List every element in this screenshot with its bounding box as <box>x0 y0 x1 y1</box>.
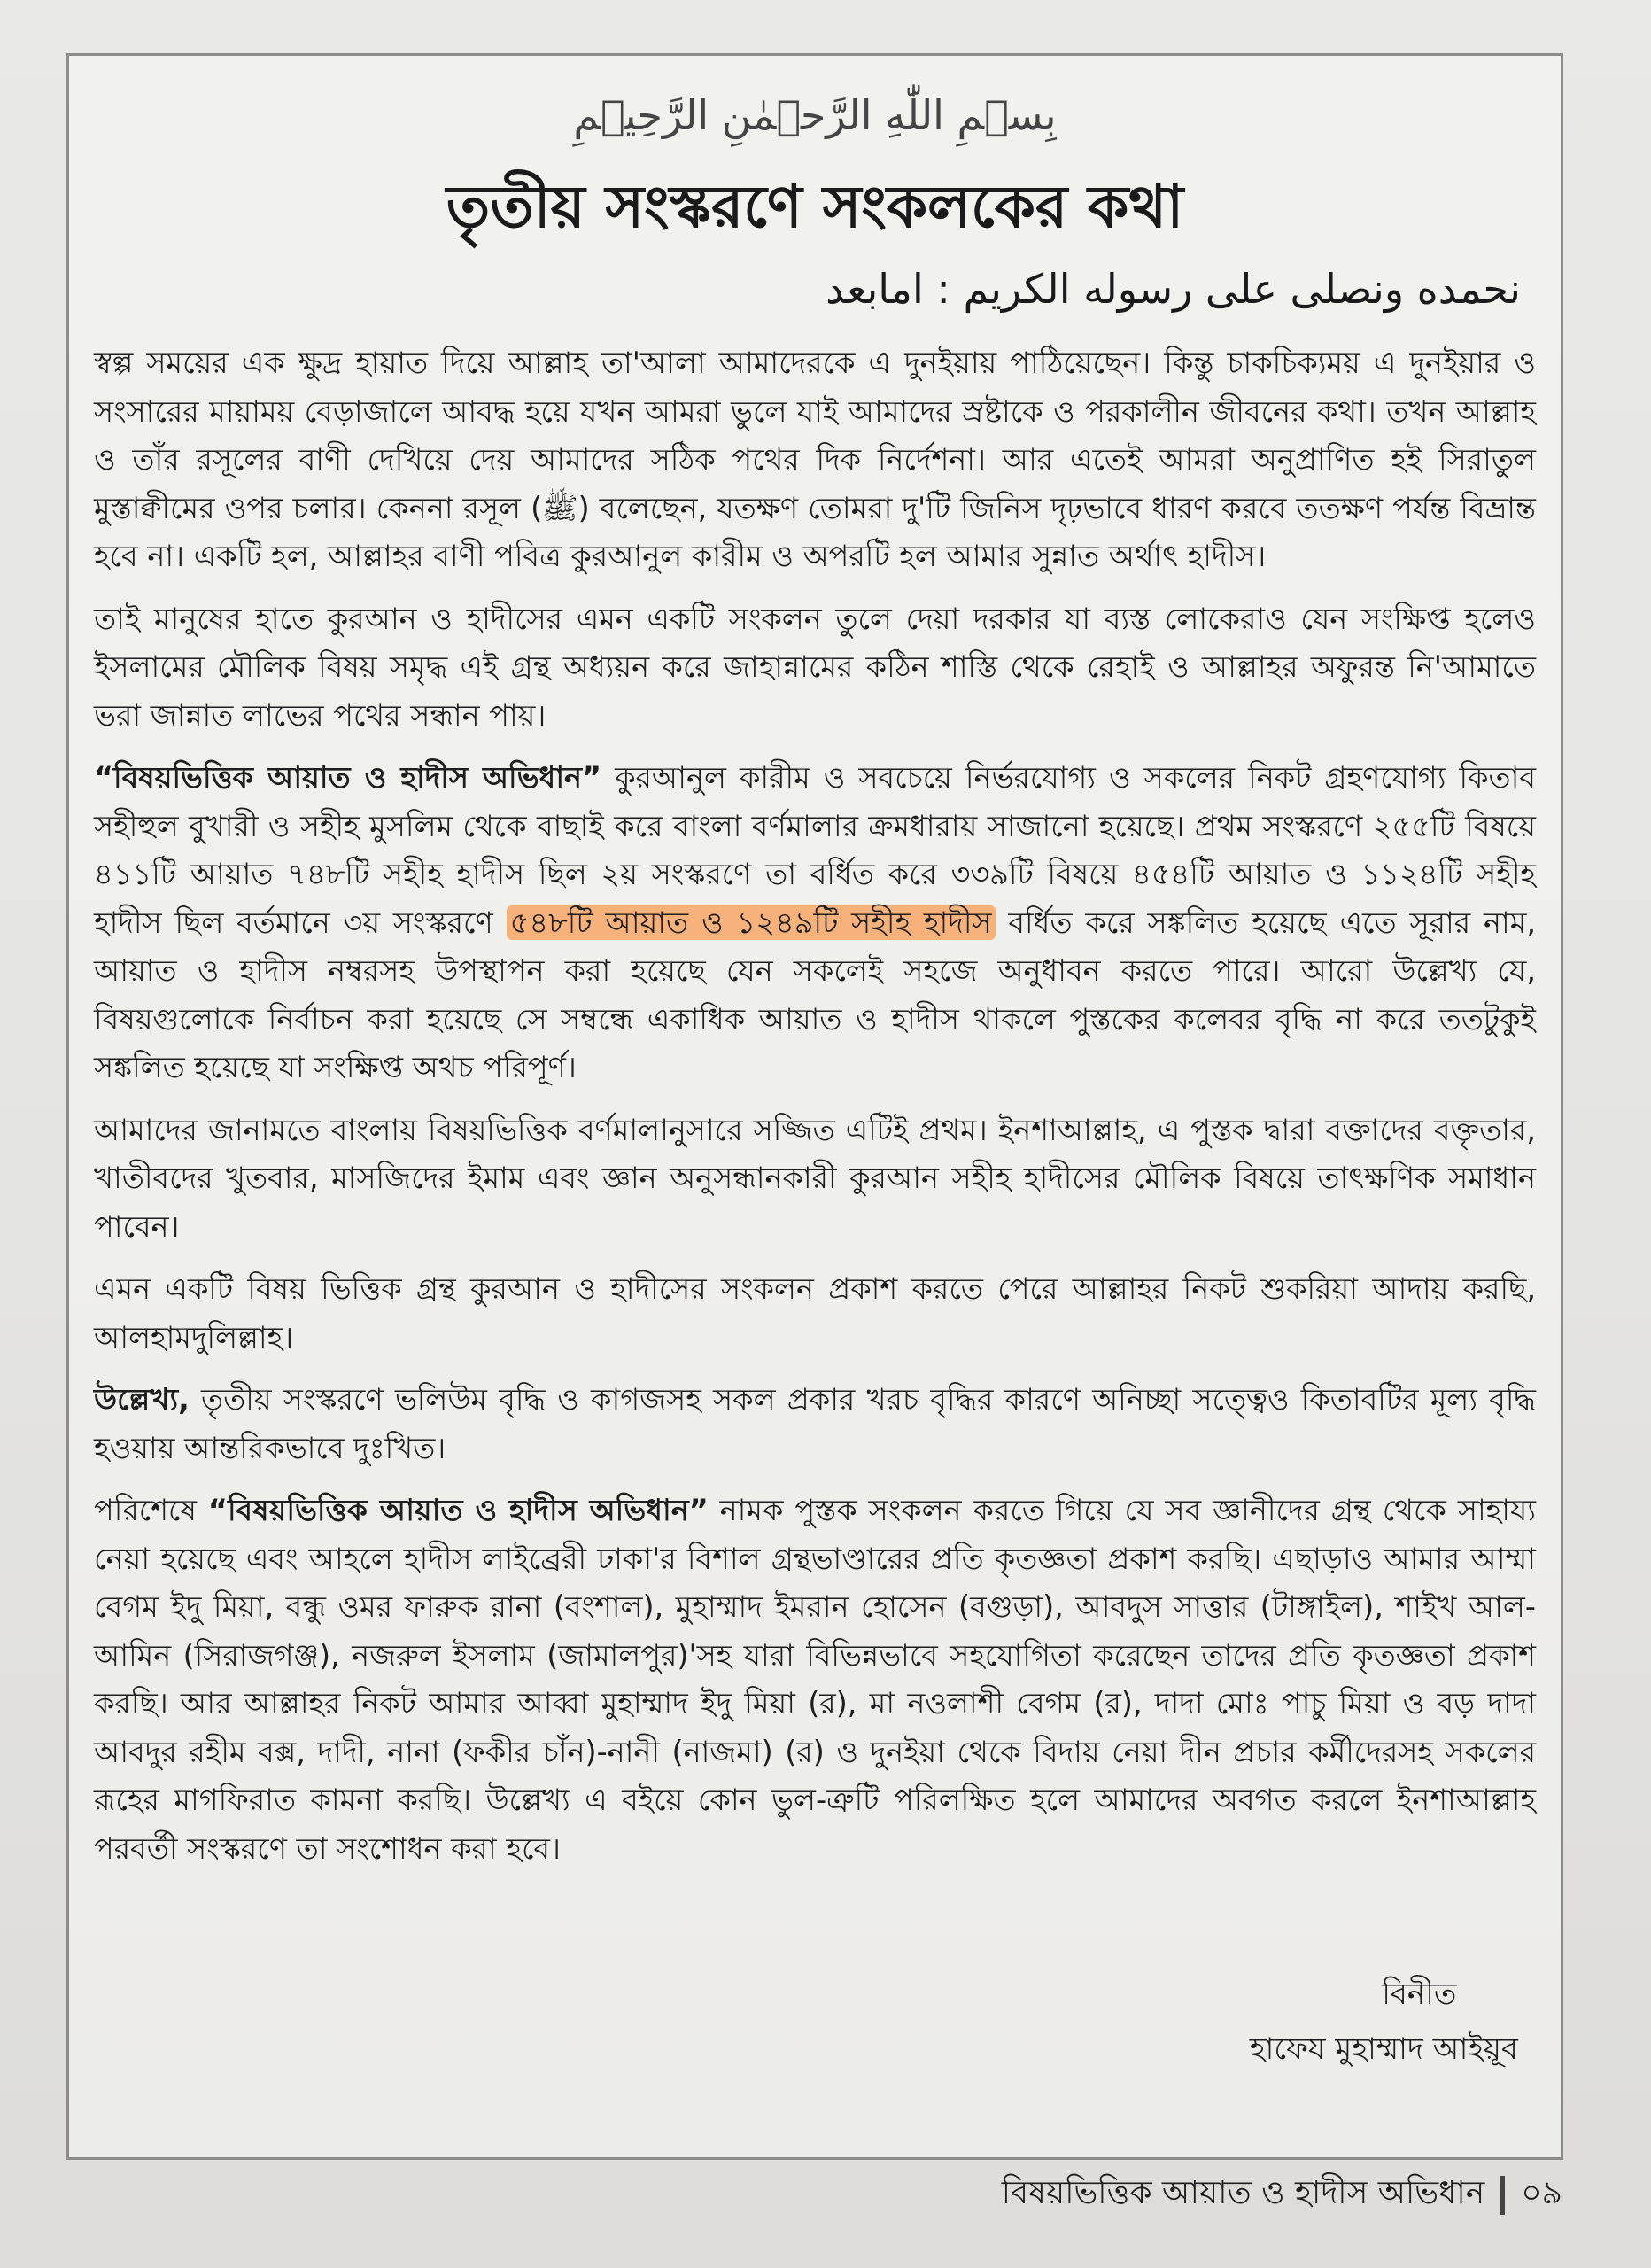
page-footer <box>1002 2169 1562 2222</box>
footer-book-title: বিষয়ভিত্তিক আয়াত ও হাদীস অভিধান <box>1001 2175 1485 2211</box>
paragraph-4: আমাদের জানামতে বাংলায় বিষয়ভিত্তিক বর্ণমালানুসারে সজ্জিত এটিই প্রথম। ইনশাআল্লাহ, এ পুস্তক দ্বারা বক্তাদের বক্তৃতার, খাতীবদের খুতবার, মাসজিদের ইমাম এবং জ্ঞান অনুসন্ধানকারী কুরআন সহীহ হাদীসের মৌলিক বিষয়ে তাৎক্ষণিক সমাধান পাবেন। <box>94 1112 1536 1244</box>
signoff <box>1250 1967 1518 2077</box>
book-title-bold: “বিষয়ভিত্তিক আয়াত ও হাদীস অভিধান” <box>94 760 602 795</box>
page-number: ০৯ <box>1521 2175 1562 2211</box>
paragraph-7-part-a: পরিশেষে <box>94 1493 208 1527</box>
paragraph-3-part-b: বর্ধিত করে সঙ্কলিত হয়েছে এতে সূরার নাম, আয়াত ও হাদীস নম্বরসহ উপস্থাপন করা হয়েছে যেন সকলেই সহজে অনুধাবন করতে পারে। আরো উল্লেখ্য যে, বিষয়গুলোকে নির্বাচন করা হয়েছে সে সম্বন্ধে একাধিক আয়াত ও হাদীস থাকলে পুস্তকের কলেবর বৃদ্ধি না করে ততটুকুই সঙ্কলিত হয়েছে যা সংক্ষিপ্ত অথচ পরিপূর্ণ। <box>94 905 1536 1084</box>
paragraph-7 <box>94 1487 1536 1873</box>
note-label: উল্লেখ্য, <box>94 1382 190 1417</box>
highlighted-text: ৫৪৮টি আয়াত ও ১২৪৯টি সহীহ হাদীস <box>507 905 996 940</box>
author-name: হাফেয মুহাম্মাদ আইয়ূব <box>1249 2031 1518 2067</box>
body-text <box>94 339 1536 1887</box>
paragraph-3-part-a: কুরআনুল কারীম ও সবচেয়ে নির্ভরযোগ্য ও সকলের নিকট গ্রহণযোগ্য কিতাব সহীহুল বুখারী ও সহীহ মুসলিম থেকে বাছাই করে বাংলা বর্ণমালার ক্রমধারায় সাজানো হয়েছে। প্রথম সংস্করণে ২৫৫টি বিষয়ে ৪১১টি আয়াত ৭৪৮টি সহীহ হাদীস ছিল ২য় সংস্করণে তা বর্ধিত করে ৩৩৯টি বিষয়ে ৪৫৪টি আয়াত ও ১১২৪টি সহীহ হাদীস ছিল বর্তমানে ৩য় সংস্করণে <box>94 760 1536 940</box>
paragraph-1: স্বল্প সময়ের এক ক্ষুদ্র হায়াত দিয়ে আল্লাহ তা'আলা আমাদেরকে এ দুনইয়ায় পাঠিয়েছেন। কিন্তু চাকচিক্যময় এ দুনইয়ার ও সংসারের মায়াময় বেড়াজালে আবদ্ধ হয়ে যখন আমরা ভুলে যাই আমাদের স্রষ্টাকে ও পরকালীন জীবনের কথা। তখন আল্লাহ ও তাঁর রসূলের বাণী দেখিয়ে দেয় আমাদের সঠিক পথের দিক নির্দেশনা। আর এতেই আমরা অনুপ্রাণিত হই সিরাতুল মুস্তাক্বীমের ওপর চলার। কেননা রসূল (ﷺ) বলেছেন, যতক্ষণ তোমরা দু'টি জিনিস দৃঢ়ভাবে ধারণ করবে ততক্ষণ পর্যন্ত বিভ্রান্ত হবে না। একটি হল, আল্লাহর বাণী পবিত্র কুরআনুল কারীম ও অপরটি হল আমার সুন্নাত অর্থাৎ হাদীস। <box>94 346 1536 573</box>
book-title-bold-2: “বিষয়ভিত্তিক আয়াত ও হাদীস অভিধান” <box>207 1493 709 1527</box>
paragraph-7-part-b: নামক পুস্তক সংকলন করতে গিয়ে যে সব জ্ঞানীদের গ্রন্থ থেকে সাহায্য নেয়া হয়েছে এবং আহলে হাদীস লাইব্রেরী ঢাকা'র বিশাল গ্রন্থভাণ্ডারের প্রতি কৃতজ্ঞতা প্রকাশ করছি। এছাড়াও আমার আম্মা বেগম ইদু মিয়া, বন্ধু ওমর ফারুক রানা (বংশাল), মুহাম্মাদ ইমরান হোসেন (বগুড়া), আবদুস সাত্তার (টাঙ্গাইল), শাইখ আল-আমিন (সিরাজগঞ্জ), নজরুল ইসলাম (জামালপুর)'সহ যারা বিভিন্নভাবে সহযোগিতা করেছেন তাদের প্রতি কৃতজ্ঞতা প্রকাশ করছি। আর আল্লাহর নিকট আমার আব্বা মুহাম্মাদ ইদু মিয়া (র), মা নওলাশী বেগম (র), দাদা মোঃ পাচু মিয়া ও বড় দাদা আবদুর রহীম বক্স, দাদী, নানা (ফকীর চাঁন)-নানী (নাজমা) (র) ও দুনইয়া থেকে বিদায় নেয়া দীন প্রচার কর্মীদেরসহ সকলের রূহের মাগফিরাত কামনা করছি। উল্লেখ্য এ বইয়ে কোন ভুল-ত্রুটি পরিলক্ষিত হলে আমাদের অবগত করলে ইনশাআল্লাহ পরবর্তী সংস্করণে তা সংশোধন করা হবে। <box>94 1493 1536 1866</box>
paragraph-6 <box>94 1376 1536 1472</box>
signoff-regards: বিনীত <box>1382 1977 1457 2012</box>
paragraph-5: এমন একটি বিষয় ভিত্তিক গ্রন্থ কুরআন ও হাদীসের সংকলন প্রকাশ করতে পেরে আল্লাহর নিকট শুকরিয়া আদায় করছি, আলহামদুলিল্লাহ। <box>94 1271 1536 1355</box>
paragraph-3 <box>94 754 1536 1092</box>
page-title: তৃতীয় সংস্করণে সংকলকের কথা <box>446 172 1184 241</box>
page-frame <box>66 53 1563 2160</box>
paragraph-6-text: তৃতীয় সংস্করণে ভলিউম বৃদ্ধি ও কাগজসহ সকল প্রকার খরচ বৃদ্ধির কারণে অনিচ্ছা সত্ত্বেও কিতাবটির মূল্য বৃদ্ধি হওয়ায় আন্তরিকভাবে দুঃখিত। <box>94 1382 1536 1465</box>
bismillah: بِسۡمِ اللّٰهِ الرَّحۡمٰنِ الرَّحِیۡمِ <box>573 91 1057 139</box>
arabic-greeting: نحمده ونصلى على رسوله الكريم : امابعد <box>826 265 1521 313</box>
paragraph-2: তাই মানুষের হাতে কুরআন ও হাদীসের এমন একটি সংকলন তুলে দেয়া দরকার যা ব্যস্ত লোকেরাও যেন সংক্ষিপ্ত হলেও ইসলামের মৌলিক বিষয় সমৃদ্ধ এই গ্রন্থ অধ্যয়ন করে জাহান্নামের কঠিন শাস্তি থেকে রেহাই ও আল্লাহর অফুরন্ত নি'আমাতে ভরা জান্নাত লাভের পথের সন্ধান পায়। <box>94 601 1536 733</box>
footer-divider <box>1500 2176 1505 2215</box>
